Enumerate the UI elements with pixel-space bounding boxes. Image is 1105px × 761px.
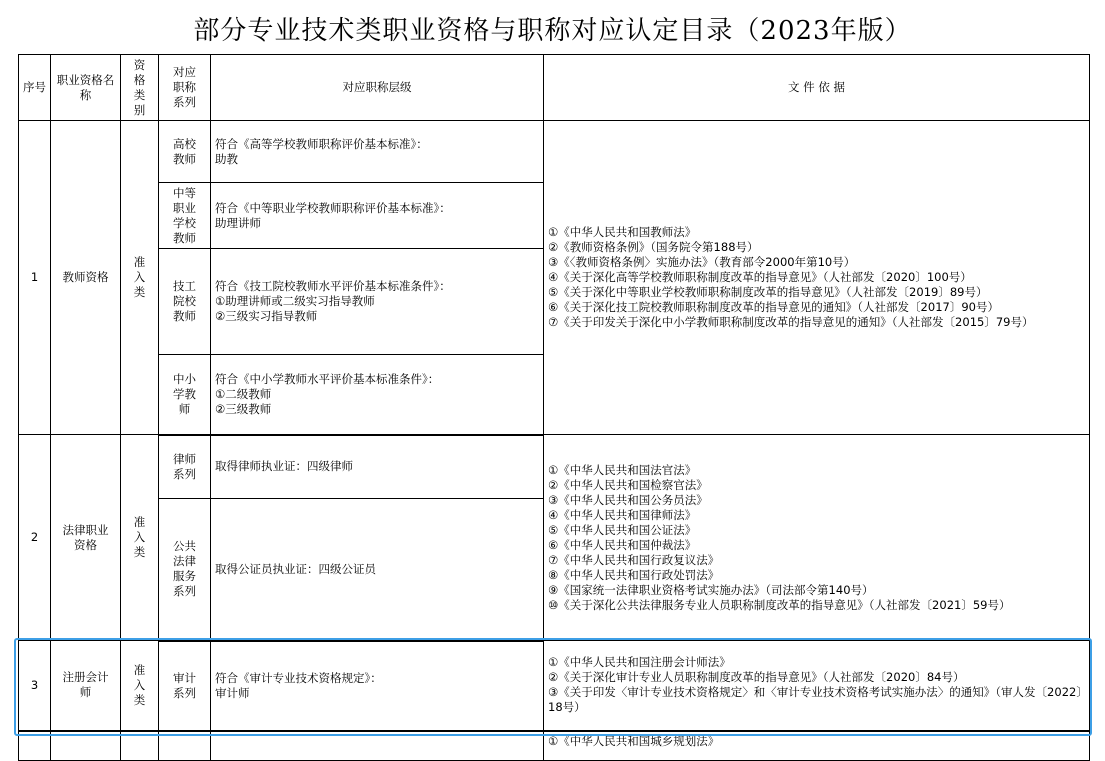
basis-line: ⑤《关于深化中等职业学校教师职称制度改革的指导意见》（人社部发〔2019〕89号）: [548, 285, 988, 299]
catalog-table: [18, 54, 1090, 761]
header-no: 序号: [19, 55, 51, 121]
basis-line: ①《中华人民共和国教师法》: [548, 225, 697, 239]
level-line: 审计师: [215, 685, 250, 700]
row-no: 1: [19, 121, 51, 435]
basis-line: ①《中华人民共和国法官法》: [548, 462, 697, 477]
level-line: 取得律师执业证：四级律师: [215, 459, 353, 474]
row-name: 教师资格: [51, 121, 121, 435]
level-line: 符合《中等职业学校教师职称评价基本标准》：: [215, 200, 451, 215]
row-series: 技工院校教师: [159, 249, 211, 355]
page-title: 部分专业技术类职业资格与职称对应认定目录（2023年版）: [193, 16, 912, 46]
level-line: 助理讲师: [215, 215, 261, 230]
row-series: 律师系列: [159, 435, 211, 499]
header-name: 职业资格名称: [51, 55, 121, 121]
table-row: [19, 731, 1090, 761]
row-type: 准入类: [121, 435, 159, 641]
basis-line: ②《中华人民共和国检察官法》: [548, 477, 708, 492]
row-type: [121, 731, 159, 761]
row-level: [211, 121, 544, 183]
basis-line: ④《中华人民共和国律师法》: [548, 507, 697, 522]
row-no: 3: [19, 641, 51, 731]
row-series: 高校教师: [159, 121, 211, 183]
row-level: [211, 183, 544, 249]
header-level: 对应职称层级: [211, 55, 544, 121]
level-line: 符合《技工院校教师水平评价基本标准条件》：: [215, 279, 451, 293]
basis-line: ⑥《关于深化技工院校教师职称制度改革的指导意见的通知》（人社部发〔2017〕90号）: [548, 300, 999, 314]
header-series: 对应职称系列: [159, 55, 211, 121]
row-name: [51, 731, 121, 761]
level-line: 符合《中小学教师水平评价基本标准条件》：: [215, 371, 440, 386]
basis-line: ③《关于印发〈审计专业技术资格规定〉和〈审计专业技术资格考试实施办法〉的通知》（审人发〔2022〕18号）: [548, 685, 1083, 715]
row-name: 注册会计师: [51, 641, 121, 731]
header-type: 资格类别: [121, 55, 159, 121]
row-level: [211, 249, 544, 355]
row-type: 准入类: [121, 641, 159, 731]
basis-line: ⑩《关于深化公共法律服务专业人员职称制度改革的指导意见》（人社部发〔2021〕59号）: [548, 597, 1011, 612]
table-row: [19, 641, 1090, 731]
basis-line: ⑤《中华人民共和国公证法》: [548, 522, 697, 537]
row-basis: [544, 121, 1090, 435]
level-line: 符合《审计专业技术资格规定》：: [215, 670, 382, 685]
level-line: ②三级实习指导教师: [215, 309, 318, 323]
header-row: [19, 55, 1090, 121]
level-line: ②三级教师: [215, 401, 272, 416]
basis-line: ①《中华人民共和国注册会计师法》: [548, 655, 731, 670]
table-row: [19, 121, 1090, 183]
basis-line: ③《中华人民共和国公务员法》: [548, 492, 708, 507]
row-series: 审计系列: [159, 641, 211, 731]
row-name: 法律职业资格: [51, 435, 121, 641]
row-series: [159, 731, 211, 761]
basis-line: ④《关于深化高等学校教师职称制度改革的指导意见》（人社部发〔2020〕100号）: [548, 270, 972, 284]
row-no: 2: [19, 435, 51, 641]
row-type: 准入类: [121, 121, 159, 435]
row-basis: [544, 435, 1090, 641]
basis-line: ⑧《中华人民共和国行政处罚法》: [548, 567, 720, 582]
row-series: 中等职业学校教师: [159, 183, 211, 249]
row-level: [211, 499, 544, 641]
header-basis: 文 件 依 据: [544, 55, 1090, 121]
catalog-table-container: [18, 54, 1089, 761]
row-level: [211, 641, 544, 731]
row-no: [19, 731, 51, 761]
row-basis: [544, 731, 1090, 761]
level-line: ①助理讲师或二级实习指导教师: [215, 294, 375, 308]
row-level: [211, 355, 544, 435]
row-series: 公共法律服务系列: [159, 499, 211, 641]
basis-line: ②《教师资格条例》（国务院令第188号）: [548, 240, 759, 254]
row-level: [211, 435, 544, 499]
row-level: [211, 731, 544, 761]
level-line: ①二级教师: [215, 386, 272, 401]
row-basis: [544, 641, 1090, 731]
level-line: 助教: [215, 151, 238, 166]
basis-line: ⑦《关于印发关于深化中小学教师职称制度改革的指导意见的通知》（人社部发〔2015〕79号）: [548, 315, 1034, 329]
basis-line: ①《中华人民共和国城乡规划法》: [548, 733, 720, 748]
basis-line: ③《〈教师资格条例〉实施办法》（教育部令2000年第10号）: [548, 255, 856, 269]
level-line: 符合《高等学校教师职称评价基本标准》：: [215, 136, 428, 151]
basis-line: ⑨《国家统一法律职业资格考试实施办法》（司法部令第140号）: [548, 582, 874, 597]
level-line: 取得公证员执业证：四级公证员: [215, 561, 376, 576]
basis-line: ②《关于深化审计专业人员职称制度改革的指导意见》（人社部发〔2020〕84号）: [548, 670, 965, 685]
row-series: 中小学教师: [159, 355, 211, 435]
table-row: [19, 435, 1090, 499]
basis-line: ⑥《中华人民共和国仲裁法》: [548, 537, 697, 552]
basis-line: ⑦《中华人民共和国行政复议法》: [548, 552, 720, 567]
